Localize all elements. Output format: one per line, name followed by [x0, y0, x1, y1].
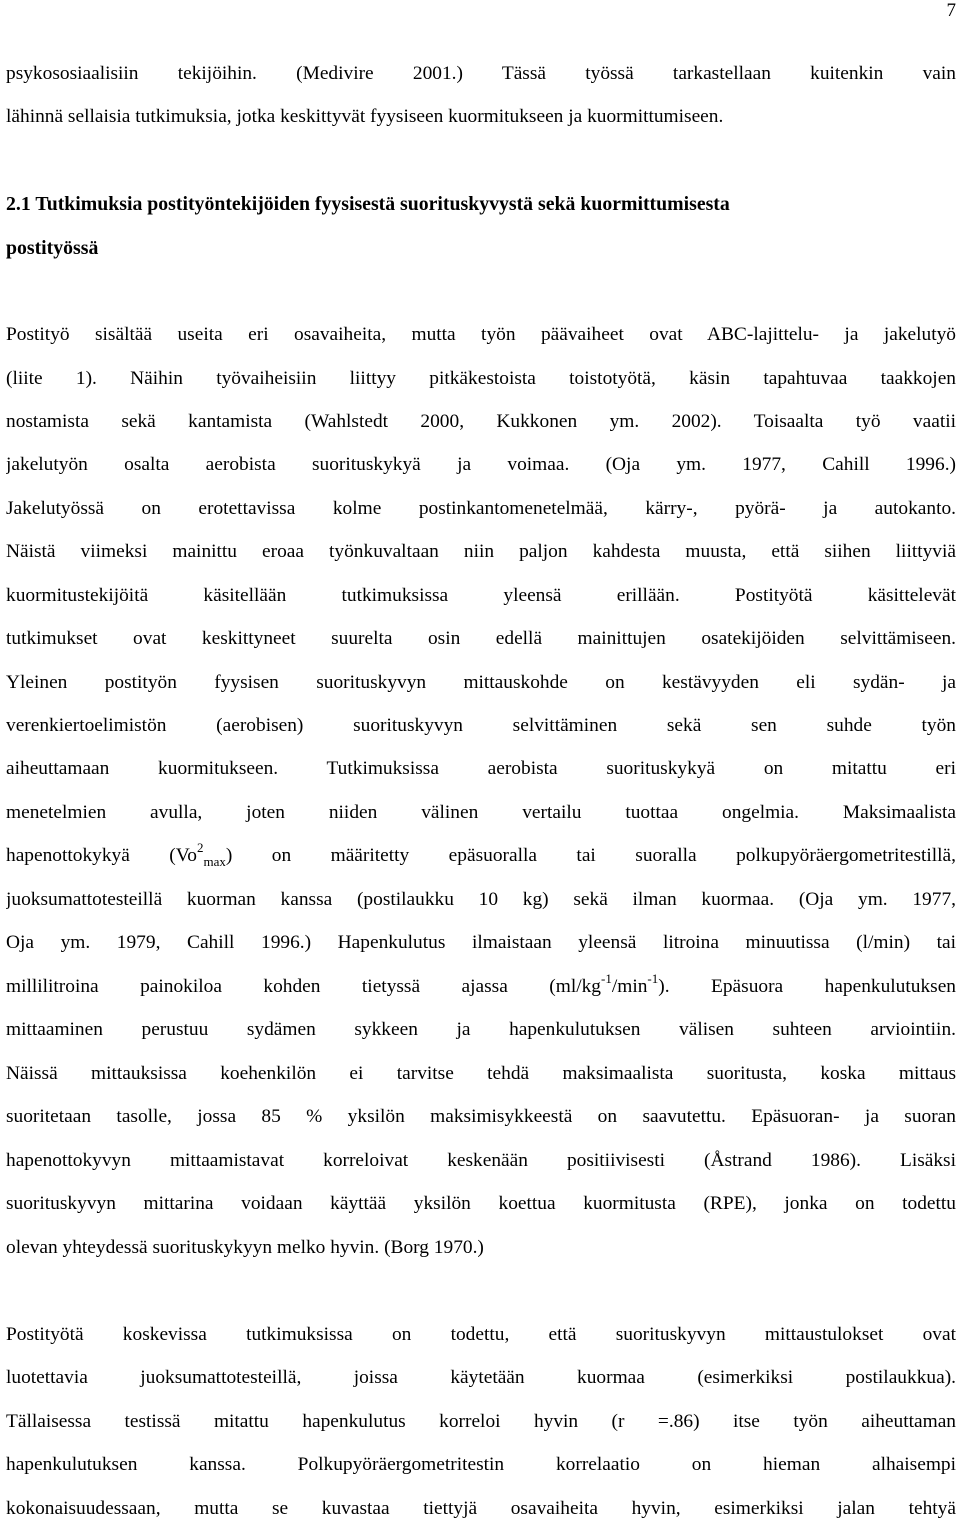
text-line: psykososiaalisiin tekijöihin. (Medivire 2001.) Tässä työssä tarkastellaan kuitenkin vain: [6, 63, 956, 84]
paragraph-line: Jakelutyössä on erotettavissa kolme postinkantomenetelmää, kärry-, pyörä- ja autokanto.: [6, 498, 956, 519]
section-heading: 2.1 Tutkimuksia postityöntekijöiden fyysisestä suorituskyvystä sekä kuormittumisesta: [6, 193, 730, 215]
paragraph-line: Yleinen postityön fyysisen suorituskyvyn mittauskohde on kestävyyden eli sydän- ja: [6, 672, 956, 693]
paragraph-line: menetelmien avulla, joten niiden välinen vertailu tuottaa ongelmia. Maksimaalista: [6, 802, 956, 823]
paragraph-line: mittaaminen perustuu sydämen sykkeen ja hapenkulutuksen välisen suhteen arviointiin.: [6, 1019, 956, 1040]
paragraph-line: kuormitustekijöitä käsitellään tutkimuksissa yleensä erillään. Postityötä käsittelevät: [6, 585, 956, 606]
paragraph-line: aiheuttamaan kuormitukseen. Tutkimuksissa aerobista suorituskykyä on mitattu eri: [6, 758, 956, 779]
paragraph-line: juoksumattotesteillä kuorman kanssa (postilaukku 10 kg) sekä ilman kuormaa. (Oja ym. 1977,: [6, 889, 956, 910]
paragraph-line: nostamista sekä kantamista (Wahlstedt 2000, Kukkonen ym. 2002). Toisaalta työ vaatii: [6, 411, 956, 432]
superscript: -1: [601, 974, 612, 986]
paragraph-line: hapenottokyvyn mittaamistavat korreloivat keskenään positiivisesti (Åstrand 1986). Lisäksi: [6, 1150, 956, 1171]
paragraph-line-units: [6, 974, 956, 1000]
text-fragment: ) on määritetty epäsuoralla tai suoralla polkupyöräergometritestillä,: [225, 845, 956, 866]
text-fragment: /min: [611, 976, 648, 997]
paragraph-line: luotettavia juoksumattotesteillä, joissa käytetään kuormaa (esimerkiksi postilaukkua).: [6, 1367, 956, 1388]
text-fragment: millilitroina painokiloa kohden tietyssä ajassa (ml/kg: [6, 976, 601, 997]
paragraph-line: Näissä mittauksissa koehenkilön ei tarvitse tehdä maksimaalista suoritusta, koska mittaus: [6, 1063, 956, 1084]
paragraph-line: jakelutyön osalta aerobista suorituskykyä ja voimaa. (Oja ym. 1977, Cahill 1996.): [6, 454, 956, 475]
subscript: max: [203, 854, 226, 869]
paragraph-line-vo2max: [6, 843, 956, 869]
superscript: -1: [647, 974, 659, 986]
paragraph-line: Näistä viimeksi mainittu eroaa työnkuvaltaan niin paljon kahdesta muusta, että siihen liittyviä: [6, 541, 956, 562]
page-number: 7: [946, 0, 956, 21]
paragraph-line: suoritetaan tasolle, jossa 85 % yksilön maksimisykkeestä on saavutettu. Epäsuoran- ja suoran: [6, 1106, 956, 1127]
paragraph-line: Postityötä koskevissa tutkimuksissa on todettu, että suorituskyvyn mittaustulokset ovat: [6, 1324, 956, 1345]
section-heading-continued: postityössä: [6, 237, 99, 259]
paragraph-line: Postityö sisältää useita eri osavaiheita, mutta työn päävaiheet ovat ABC-lajittelu- ja jakelutyö: [6, 324, 956, 345]
superscript: 2: [196, 843, 204, 855]
paragraph-line: tutkimukset ovat keskittyneet suurelta osin edellä mainittujen osatekijöiden selvittämiseen.: [6, 628, 956, 649]
paragraph-line: verenkiertoelimistön (aerobisen) suorituskyvyn selvittäminen sekä sen suhde työn: [6, 715, 956, 736]
text-line: lähinnä sellaisia tutkimuksia, jotka keskittyvät fyysiseen kuormitukseen ja kuormittumiseen.: [6, 106, 724, 127]
text-fragment: ). Epäsuora hapenkulutuksen: [658, 976, 956, 997]
paragraph-line: Tällaisessa testissä mitattu hapenkulutus korreloi hyvin (r =.86) itse työn aiheuttaman: [6, 1411, 956, 1432]
text-fragment: hapenottokykyä (Vo: [6, 845, 197, 866]
paragraph-line: suorituskyvyn mittarina voidaan käyttää yksilön koettua kuormitusta (RPE), jonka on todettu: [6, 1193, 956, 1214]
paragraph-line: olevan yhteydessä suorituskykyyn melko hyvin. (Borg 1970.): [6, 1237, 484, 1258]
paragraph-line: kokonaisuudessaan, mutta se kuvastaa tiettyjä osavaiheita hyvin, esimerkiksi jalan tehtyä: [6, 1498, 956, 1519]
paragraph-line: hapenkulutuksen kanssa. Polkupyöräergometritestin korrelaatio on hieman alhaisempi: [6, 1454, 956, 1475]
paragraph-line: (liite 1). Näihin työvaiheisiin liittyy pitkäkestoista toistotyötä, käsin tapahtuvaa taakkojen: [6, 368, 956, 389]
paragraph-line: Oja ym. 1979, Cahill 1996.) Hapenkulutus ilmaistaan yleensä litroina minuutissa (l/min) tai: [6, 932, 956, 953]
